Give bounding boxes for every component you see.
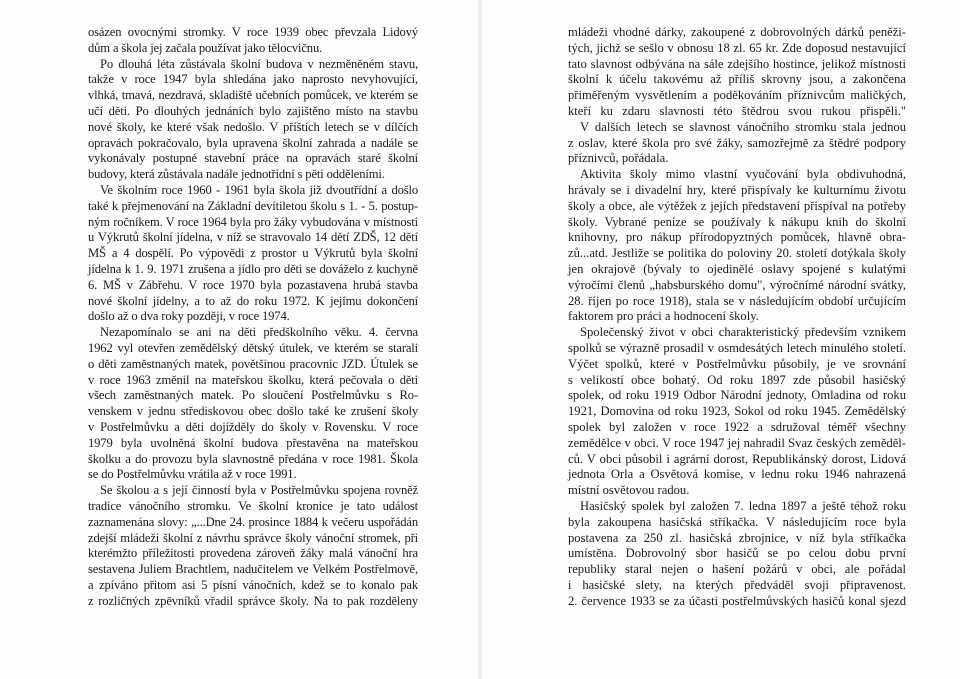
text-line: učí děti. Po dlouhých jednáních bylo zajištěno místo na stavbu xyxy=(88,103,418,118)
text-line: zdejší mládeži školní z návrhu správce školy vánoční stromek, při xyxy=(88,530,418,545)
text-line: V dalších letech se slavnost vánočního stromku stala jednou xyxy=(580,119,906,134)
text-line: postavena za 250 zl. hasičská zbrojnice, v níž byla stříkačka xyxy=(568,530,906,545)
text-line: ným ročníkem. V roce 1964 byla pro žáky vybudována v místnosti xyxy=(88,214,418,229)
text-line: vlhká, tmavá, nezdravá, skladiště učebních pomůcek, ve kterém se xyxy=(88,88,418,103)
text-line: v roce 1963 změnil na mateřskou školku, která pečovala o děti xyxy=(88,372,418,387)
text-line: 1962 vyl otevřen zemědělský dětský útulek, ve kterém se starali xyxy=(88,340,418,355)
left-page-text xyxy=(88,25,418,609)
text-line: takže v roce 1947 byla shledána jako naprosto nevyhovující, xyxy=(88,72,418,87)
text-line: spolek byl založen v roce 1922 a sdružoval téměř všechny xyxy=(568,419,906,434)
text-line: nové školní jídelny, a to až do roku 1972. K jejímu dokončení xyxy=(88,293,418,308)
text-line: opravách pokračovalo, byla upravena školní zahrada a nadále se xyxy=(88,135,418,150)
text-line: 28. říjen po roce 1918), stala se v následujícím období určujícím xyxy=(568,293,906,308)
text-line: o děti zaměstnaných matek, povětšinou pracovnic JZD. Útulek se xyxy=(88,356,418,371)
text-line: dům a škola jej začala používat jako tělocvičnu. xyxy=(88,40,323,55)
text-line: příznivců, pořádala. xyxy=(568,151,669,166)
text-line: tých, jichž se sešlo v obnosu 18 zl. 65 kr. Zde doposud nestavující xyxy=(568,40,906,55)
text-line: také k přejmenování na Základní devítiletou školu s 1. - 5. postup- xyxy=(88,198,418,213)
text-line: všech zaměstnaných matek. Po sloučení Postřelmůvku s Ro- xyxy=(88,388,418,403)
text-line: republiky staral nejen o hašení požárů v obci, ale pořádal xyxy=(568,562,906,577)
text-line: Výčet spolků, které v Postřelmůvku působily, je ve srovnání xyxy=(568,356,906,371)
text-line: jednota Orla a Osvětová komise, v lednu roku 1946 nahrazená xyxy=(568,467,906,482)
text-line: přiměřeným vysvětlením a poděkováním příznivcům maličkých, xyxy=(568,88,906,103)
text-line: faktorem pro práci a hodnocení školy. xyxy=(568,309,759,324)
text-line: jídelna k 1. 9. 1971 zrušena a jídlo pro děti se dováželo z kuchyně xyxy=(88,261,418,276)
text-line: byla zakoupena hasičská stříkačka. V následujícím roce byla xyxy=(568,514,906,529)
text-line: budovy, která zůstávala nadále jednotřídní s pěti odděleními. xyxy=(88,167,385,182)
text-line: venskem v jednu střediskovou obec došlo také ke zrušení školy xyxy=(88,404,418,419)
text-line: vykonávaly postupné stavební práce na opravách staré školní xyxy=(88,151,418,166)
text-line: 1921, Domovina od roku 1923, Sokol od roku 1945. Zemědělský xyxy=(568,404,906,419)
text-line: Po dlouhá léta zůstávala školní budova v nezměněném stavu, xyxy=(100,56,418,71)
text-line: kterémžto příležitosti provedena zároveň žáky malá vánoční hra xyxy=(88,546,418,561)
text-line: 1979 byla uvolněná školní budova přestavěna na mateřskou xyxy=(88,435,418,450)
text-line: jen okrajově (bývaly to ojedinělé oslavy spojené s kulatými xyxy=(568,261,906,276)
text-line: Hasičský spolek byl založen 7. ledna 1897 a ještě téhož roku xyxy=(580,498,906,513)
text-line: knihovny, pro nákup přírodopyztných pomůcek, hlavně obra- xyxy=(568,230,906,245)
text-line: kteří ku zdaru slavnosti této štědrou svou rukou přispěli." xyxy=(568,103,906,118)
text-line: tato slavnost odbývána na sále zdejšího hostince, jelikož místnosti xyxy=(568,56,906,71)
text-line: zů...atd. Jestliže se politika do poloviny 20. století dotýkala školy xyxy=(568,246,906,261)
text-line: MŠ a 4 dospělí. Po výpovědi z prostor u Výkrutů byla školní xyxy=(88,246,418,261)
text-line: školy a obce, ale výtěžek z jejích představení přispíval na potřeby xyxy=(568,198,906,213)
text-line: spolků se výrazně prosadil v osmdesátých letech minulého století. xyxy=(568,340,906,355)
text-line: nové školy, ke které však nedošlo. V příštích letech se v dílčích xyxy=(88,119,418,134)
text-line: Ve školním roce 1960 - 1961 byla škola již dvoutřídní a došlo xyxy=(100,182,418,197)
right-page-text xyxy=(568,25,906,609)
text-line: školy. Vybrané peníze se používaly k nákupu knih do školní xyxy=(568,214,906,229)
text-line: v Postřelmůvku a děti dojížděly do školy v Rovensku. V roce xyxy=(88,419,418,434)
text-line: Aktivita školy mimo vlastní vyučování byla obdivuhodná, xyxy=(580,167,906,182)
text-line: a zpíváno přitom asi 5 písní vánočních, kdež se to konalo pak xyxy=(88,577,418,592)
text-line: ců. V obci působil i agrární dorost, Republikánský dorost, Lidová xyxy=(568,451,906,466)
text-line: výročími členů „habsburského domu", výročnímé národní svátky, xyxy=(568,277,906,292)
text-line: zaznamenána slovy: „...Dne 24. prosince 1884 k večeru uspořádán xyxy=(88,514,418,529)
text-line: Společenský život v obci charakteristický především vznikem xyxy=(580,325,906,340)
text-line: mládeži vhodné dárky, zakoupené z dobrovolných dárků peněži- xyxy=(568,25,906,39)
text-line: zemědělce v obci. V roce 1947 jej nahradil Svaz českých zeměděl- xyxy=(568,435,906,450)
text-line: Se školou a s její činností byla v Postřelmůvku spojena rovněž xyxy=(100,483,418,498)
text-line: sestavena Juliem Brachtlem, nadučitelem ve Velkém Postřelmově, xyxy=(88,562,418,577)
text-line: z oslav, které škola pro své žáky, samozřejmě za štědré podpory xyxy=(568,135,906,150)
page-gutter xyxy=(478,0,482,679)
text-line: místní osvětovou radou. xyxy=(568,483,690,498)
text-line: osázen ovocnými stromky. V roce 1939 obec převzala Lidový xyxy=(88,25,418,39)
text-line: z rozličných zpěvníků vřadil správce školy. Na to pak rozděleny xyxy=(88,593,418,608)
text-line: 6. MŠ v Zábřehu. V roce 1970 byla pozastavena hrubá stavba xyxy=(88,277,418,292)
text-line: školku a do provozu byla slavnostně předána v roce 1981. Škola xyxy=(88,451,418,466)
text-line: u Výkrutů školní jídelna, v níž se stravovalo 14 dětí ZDŠ, 12 dětí xyxy=(88,230,418,245)
text-line: hrávaly se i divadelní hry, které přispívaly ke kulturnímu životu xyxy=(568,182,906,197)
text-line: Nezapomínalo se ani na děti předškolního věku. 4. června xyxy=(100,325,418,340)
text-line: spolek, od roku 1919 Odbor Národní jednoty, Omladina od roku xyxy=(568,388,906,403)
text-line: umístěna. Dobrovolný sbor hasičů se po celou dobu první xyxy=(568,546,906,561)
text-line: došlo až o dva roky později, v roce 1974. xyxy=(88,309,290,324)
text-line: s velikostí obce bohatý. Od roku 1897 zde působil hasičský xyxy=(568,372,906,387)
text-line: školní k účelu takovému až příliš skrovny jsou, a zakončena xyxy=(568,72,906,87)
text-line: 2. července 1933 se za účasti postřelmůvských hasičů konal sjezd xyxy=(568,593,906,608)
text-line: se do Postřelmůvku vrátila až v roce 1991. xyxy=(88,467,297,482)
text-line: i hasičské slety, na kterých předváděl svoji připravenost. xyxy=(568,577,906,592)
text-line: tradice vánočního stromku. Ve školní kronice je tato událost xyxy=(88,498,418,513)
